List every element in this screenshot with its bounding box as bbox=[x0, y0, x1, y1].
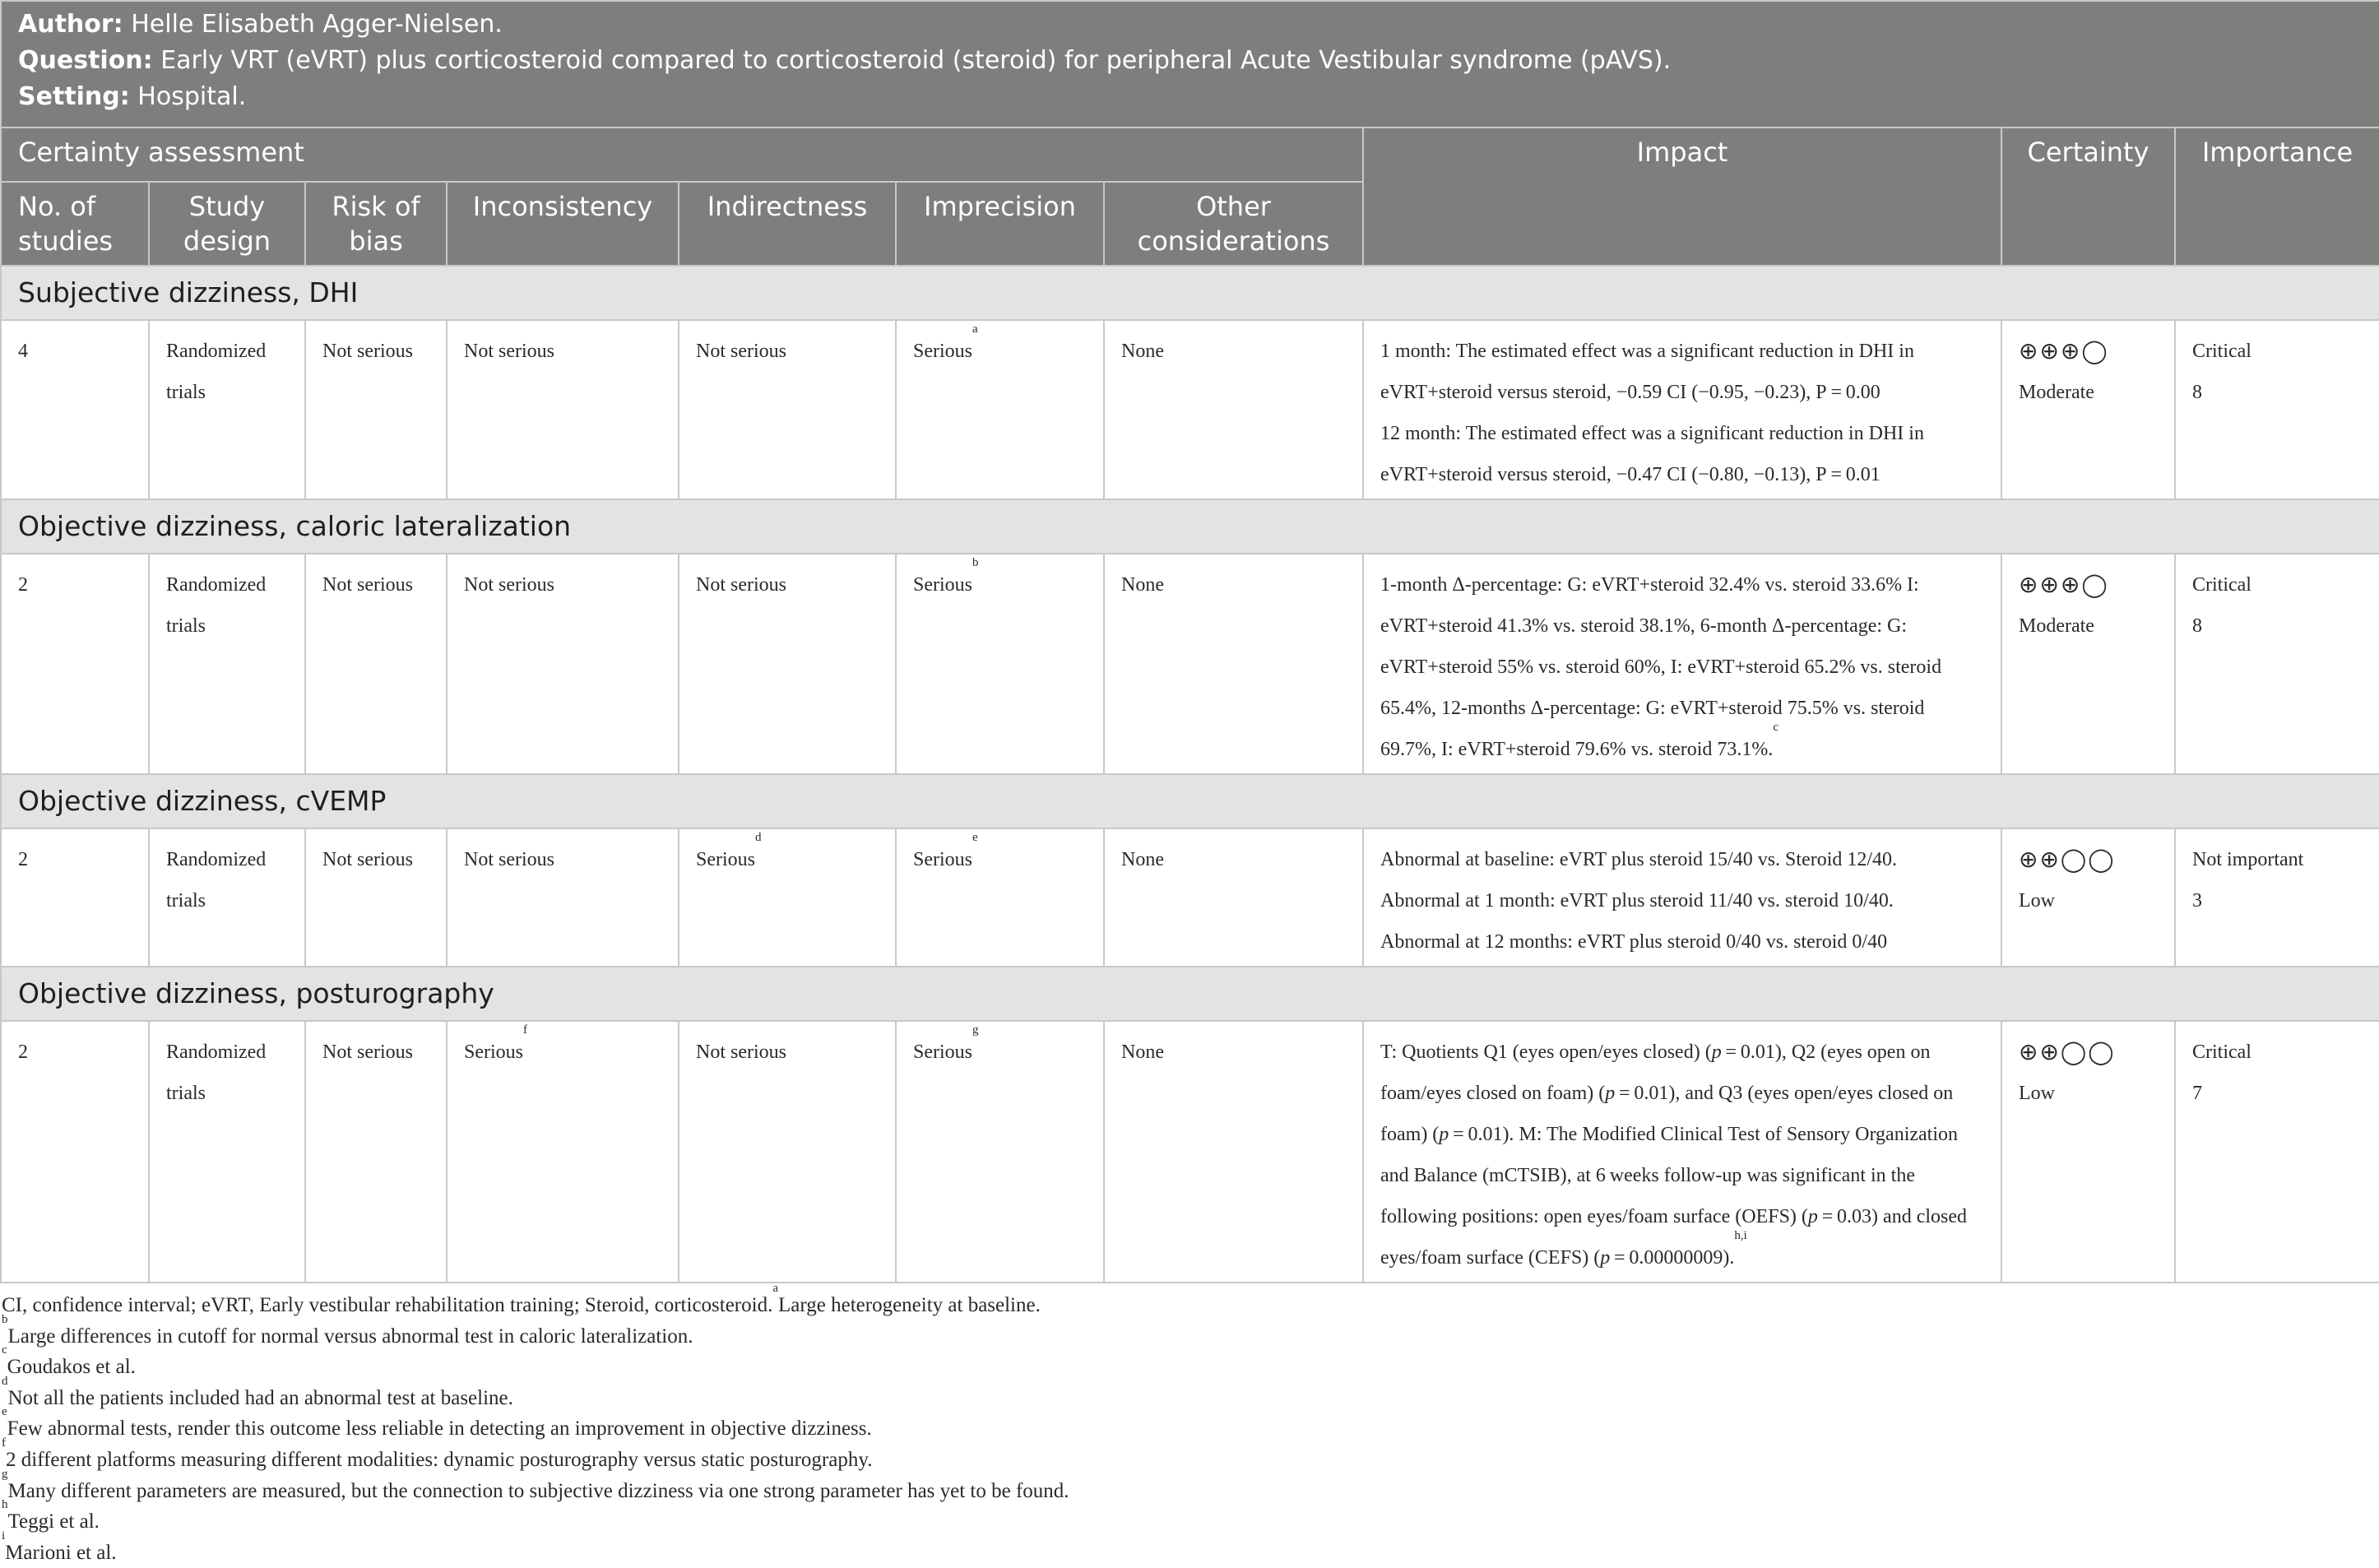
p-symbol: p bbox=[1605, 1083, 1616, 1104]
cell-inconsistency bbox=[447, 828, 679, 967]
section-title: Objective dizziness, posturography bbox=[1, 967, 2379, 1021]
footnote-marker: g bbox=[2, 1467, 8, 1481]
section-title: Subjective dizziness, DHI bbox=[1, 266, 2379, 320]
header-inconsistency: Inconsistency bbox=[447, 182, 679, 266]
footnote bbox=[2, 1436, 2379, 1476]
certainty-symbols: ⊕⊕◯◯ bbox=[2019, 1038, 2116, 1065]
cell-other: None bbox=[1104, 1021, 1363, 1283]
header-row-1 bbox=[1, 128, 2379, 182]
cell-risk-of-bias: Not serious bbox=[305, 320, 447, 499]
footnote bbox=[2, 1343, 2379, 1383]
footnote-text: Many different parameters are measured, but the connection to subjective dizziness via one strong parameter has yet to be found. bbox=[7, 1479, 1069, 1502]
impact-line bbox=[1380, 1196, 1984, 1237]
footnote-text: Few abnormal tests, render this outcome less reliable in detecting an improvement in objective dizziness. bbox=[7, 1417, 872, 1440]
impact-text: = 0.03) and closed bbox=[1817, 1206, 1968, 1227]
meta-row bbox=[1, 1, 2379, 128]
footnote-text: Marioni et al. bbox=[5, 1541, 117, 1564]
footnote-marker: c bbox=[2, 1343, 7, 1357]
header-indirectness: Indirectness bbox=[679, 182, 896, 266]
importance-label: Not important bbox=[2192, 849, 2304, 870]
inconsistency-text: Not serious bbox=[464, 849, 554, 870]
cell-importance bbox=[2175, 320, 2379, 499]
cell-imprecision bbox=[896, 320, 1104, 499]
impact-line: eVRT+steroid 41.3% vs. steroid 38.1%, 6-month Δ-percentage: G: bbox=[1380, 615, 1908, 637]
impact-line: Abnormal at baseline: eVRT plus steroid 15/40 vs. Steroid 12/40. bbox=[1380, 849, 1898, 870]
cell-risk-of-bias: Not serious bbox=[305, 828, 447, 967]
impact-text: T: Quotients Q1 (eyes open/eyes closed) ( bbox=[1380, 1041, 1712, 1063]
impact-text: = 0.01). M: The Modified Clinical Test of Sensory Organization bbox=[1449, 1124, 1959, 1145]
section-title: Objective dizziness, cVEMP bbox=[1, 774, 2379, 828]
header-importance: Importance bbox=[2175, 128, 2379, 266]
cell-impact bbox=[1363, 1021, 2001, 1283]
question-text: Early VRT (eVRT) plus corticosteroid compared to corticosteroid (steroid) for peripheral Acute Vestibular syndrome (pAVS). bbox=[160, 46, 1672, 75]
indirectness-text: Not serious bbox=[696, 1041, 786, 1063]
cell-impact bbox=[1363, 554, 2001, 774]
table-row bbox=[1, 1021, 2379, 1283]
author-label: Author: bbox=[18, 10, 123, 39]
footnote-text: Not all the patients included had an abnormal test at baseline. bbox=[7, 1386, 513, 1409]
p-symbol: p bbox=[1807, 1206, 1818, 1227]
cell-impact bbox=[1363, 320, 2001, 499]
header-certainty-assessment: Certainty assessment bbox=[1, 128, 1363, 182]
footnote-marker: d bbox=[755, 831, 762, 844]
footnote-marker: h bbox=[2, 1498, 8, 1512]
table-meta bbox=[1, 1, 2379, 128]
footnote bbox=[2, 1467, 2379, 1507]
section-title: Objective dizziness, caloric lateralization bbox=[1, 499, 2379, 554]
certainty-symbols: ⊕⊕◯◯ bbox=[2019, 846, 2116, 873]
cell-design: Randomized trials bbox=[149, 1021, 305, 1283]
cell-other: None bbox=[1104, 828, 1363, 967]
header-imprecision: Imprecision bbox=[896, 182, 1104, 266]
table-row bbox=[1, 828, 2379, 967]
impact-line bbox=[1380, 1114, 1984, 1155]
setting-label: Setting: bbox=[18, 82, 130, 111]
cell-imprecision bbox=[896, 828, 1104, 967]
cell-inconsistency bbox=[447, 554, 679, 774]
cell-other: None bbox=[1104, 554, 1363, 774]
cell-indirectness bbox=[679, 554, 896, 774]
cell-indirectness bbox=[679, 320, 896, 499]
certainty-label: Moderate bbox=[2019, 382, 2094, 403]
cell-studies: 4 bbox=[1, 320, 149, 499]
impact-line: 12 month: The estimated effect was a significant reduction in DHI in bbox=[1380, 423, 1924, 444]
impact-line: eVRT+steroid 55% vs. steroid 60%, I: eVRT+steroid 65.2% vs. steroid bbox=[1380, 656, 1942, 678]
header-other-considerations: Other considerations bbox=[1104, 182, 1363, 266]
importance-label: Critical bbox=[2192, 1041, 2251, 1063]
cell-inconsistency bbox=[447, 320, 679, 499]
importance-score: 7 bbox=[2192, 1083, 2202, 1104]
footnote-text: Goudakos et al. bbox=[7, 1356, 136, 1379]
imprecision-text: Serious bbox=[913, 1041, 972, 1063]
cell-certainty bbox=[2001, 320, 2175, 499]
inconsistency-text: Not serious bbox=[464, 574, 554, 596]
impact-line bbox=[1380, 721, 1984, 770]
impact-line: Abnormal at 12 months: eVRT plus steroid 0/40 vs. steroid 0/40 bbox=[1380, 931, 1888, 953]
inconsistency-text: Serious bbox=[464, 1041, 523, 1063]
certainty-symbols: ⊕⊕⊕◯ bbox=[2019, 337, 2109, 364]
table-row bbox=[1, 554, 2379, 774]
importance-label: Critical bbox=[2192, 574, 2251, 596]
impact-line: eVRT+steroid versus steroid, −0.59 CI (−0.95, −0.23), P = 0.00 bbox=[1380, 382, 1880, 403]
footnote-marker: e bbox=[2, 1405, 7, 1419]
cell-certainty bbox=[2001, 828, 2175, 967]
footnotes bbox=[0, 1283, 2379, 1568]
footnote-marker: a bbox=[972, 322, 978, 336]
footnote-marker: b bbox=[972, 556, 979, 569]
certainty-label: Low bbox=[2019, 1083, 2055, 1104]
cell-importance bbox=[2175, 828, 2379, 967]
footnote bbox=[2, 1312, 2379, 1352]
cell-importance bbox=[2175, 554, 2379, 774]
indirectness-text: Not serious bbox=[696, 341, 786, 362]
cell-design: Randomized trials bbox=[149, 320, 305, 499]
cell-certainty bbox=[2001, 1021, 2175, 1283]
cell-studies: 2 bbox=[1, 828, 149, 967]
author-name: Helle Elisabeth Agger-Nielsen. bbox=[131, 10, 503, 39]
section-row bbox=[1, 967, 2379, 1021]
imprecision-text: Serious bbox=[913, 574, 972, 596]
impact-line-text: 69.7%, I: eVRT+steroid 79.6% vs. steroid 73.1%. bbox=[1380, 739, 1774, 760]
impact-line bbox=[1380, 1229, 1984, 1278]
footnote-marker: b bbox=[2, 1312, 8, 1326]
impact-line: 1-month Δ-percentage: G: eVRT+steroid 32.4% vs. steroid 33.6% I: bbox=[1380, 574, 1919, 596]
impact-text: foam/eyes closed on foam) ( bbox=[1380, 1083, 1606, 1104]
footnote bbox=[2, 1282, 2379, 1321]
importance-score: 8 bbox=[2192, 382, 2202, 403]
cell-importance bbox=[2175, 1021, 2379, 1283]
section-row bbox=[1, 499, 2379, 554]
footnote bbox=[2, 1374, 2379, 1414]
table-row bbox=[1, 320, 2379, 499]
cell-risk-of-bias: Not serious bbox=[305, 1021, 447, 1283]
footnote bbox=[2, 1405, 2379, 1445]
impact-line bbox=[1380, 1032, 1984, 1073]
footnote-lead: CI, confidence interval; eVRT, Early vestibular rehabilitation training; Steroid, corticosteroid. bbox=[2, 1294, 773, 1316]
setting-line bbox=[18, 79, 2363, 115]
footnote-marker: f bbox=[2, 1436, 6, 1450]
question-line bbox=[18, 43, 2363, 79]
impact-text: following positions: open eyes/foam surface (OEFS) ( bbox=[1380, 1206, 1808, 1227]
inconsistency-text: Not serious bbox=[464, 341, 554, 362]
cell-indirectness bbox=[679, 1021, 896, 1283]
imprecision-text: Serious bbox=[913, 849, 972, 870]
cell-risk-of-bias: Not serious bbox=[305, 554, 447, 774]
indirectness-text: Serious bbox=[696, 849, 755, 870]
footnote-marker: e bbox=[972, 831, 978, 844]
footnote-text: Large heterogeneity at baseline. bbox=[778, 1294, 1041, 1316]
cell-indirectness bbox=[679, 828, 896, 967]
certainty-label: Low bbox=[2019, 890, 2055, 912]
cell-other: None bbox=[1104, 320, 1363, 499]
footnote-marker: a bbox=[772, 1282, 779, 1295]
footnote-text: Large differences in cutoff for normal versus abnormal test in caloric lateralization. bbox=[7, 1324, 693, 1348]
cell-imprecision bbox=[896, 1021, 1104, 1283]
section-row bbox=[1, 266, 2379, 320]
header-certainty: Certainty bbox=[2001, 128, 2175, 266]
footnote-marker: g bbox=[972, 1023, 979, 1037]
impact-line: Abnormal at 1 month: eVRT plus steroid 11/40 vs. steroid 10/40. bbox=[1380, 890, 1894, 912]
footnote-text: Teggi et al. bbox=[7, 1510, 100, 1533]
impact-line: 1 month: The estimated effect was a significant reduction in DHI in bbox=[1380, 341, 1914, 362]
impact-text: foam) ( bbox=[1380, 1124, 1440, 1145]
certainty-label: Moderate bbox=[2019, 615, 2094, 637]
indirectness-text: Not serious bbox=[696, 574, 786, 596]
cell-studies: 2 bbox=[1, 1021, 149, 1283]
impact-line: and Balance (mCTSIB), at 6 weeks follow-up was significant in the bbox=[1380, 1165, 1915, 1186]
footnote-marker: d bbox=[2, 1374, 8, 1388]
footnote-marker: h,i bbox=[1734, 1229, 1747, 1242]
impact-text: = 0.00000009). bbox=[1610, 1247, 1735, 1269]
cell-design: Randomized trials bbox=[149, 828, 305, 967]
footnote-marker: c bbox=[1773, 721, 1779, 734]
impact-text: = 0.01), and Q3 (eyes open/eyes closed on bbox=[1615, 1083, 1954, 1104]
impact-line bbox=[1380, 1073, 1984, 1114]
certainty-symbols: ⊕⊕⊕◯ bbox=[2019, 571, 2109, 598]
setting-text: Hospital. bbox=[137, 82, 247, 111]
cell-studies: 2 bbox=[1, 554, 149, 774]
importance-label: Critical bbox=[2192, 341, 2251, 362]
question-label: Question: bbox=[18, 46, 153, 75]
cell-design: Randomized trials bbox=[149, 554, 305, 774]
footnote-text: 2 different platforms measuring different modalities: dynamic posturography versus static posturography. bbox=[6, 1448, 873, 1471]
cell-impact bbox=[1363, 828, 2001, 967]
author-line bbox=[18, 7, 2363, 43]
impact-text: = 0.01), Q2 (eyes open on bbox=[1721, 1041, 1931, 1063]
imprecision-text: Serious bbox=[913, 341, 972, 362]
header-no-studies: No. of studies bbox=[1, 182, 149, 266]
cell-inconsistency bbox=[447, 1021, 679, 1283]
importance-score: 8 bbox=[2192, 615, 2202, 637]
footnote-marker: i bbox=[2, 1529, 6, 1542]
footnote bbox=[2, 1529, 2379, 1568]
impact-line: eVRT+steroid versus steroid, −0.47 CI (−0.80, −0.13), P = 0.01 bbox=[1380, 464, 1880, 485]
importance-score: 3 bbox=[2192, 890, 2202, 912]
footnote bbox=[2, 1498, 2379, 1538]
cell-imprecision bbox=[896, 554, 1104, 774]
impact-line: 65.4%, 12-months Δ-percentage: G: eVRT+steroid 75.5% vs. steroid bbox=[1380, 698, 1925, 719]
cell-certainty bbox=[2001, 554, 2175, 774]
header-risk-of-bias: Risk of bias bbox=[305, 182, 447, 266]
footnote-marker: f bbox=[523, 1023, 527, 1037]
impact-text: eyes/foam surface (CEFS) ( bbox=[1380, 1247, 1601, 1269]
p-symbol: p bbox=[1711, 1041, 1722, 1063]
section-row bbox=[1, 774, 2379, 828]
header-impact: Impact bbox=[1363, 128, 2001, 266]
p-symbol: p bbox=[1439, 1124, 1449, 1145]
p-symbol: p bbox=[1600, 1247, 1611, 1269]
header-study-design: Study design bbox=[149, 182, 305, 266]
